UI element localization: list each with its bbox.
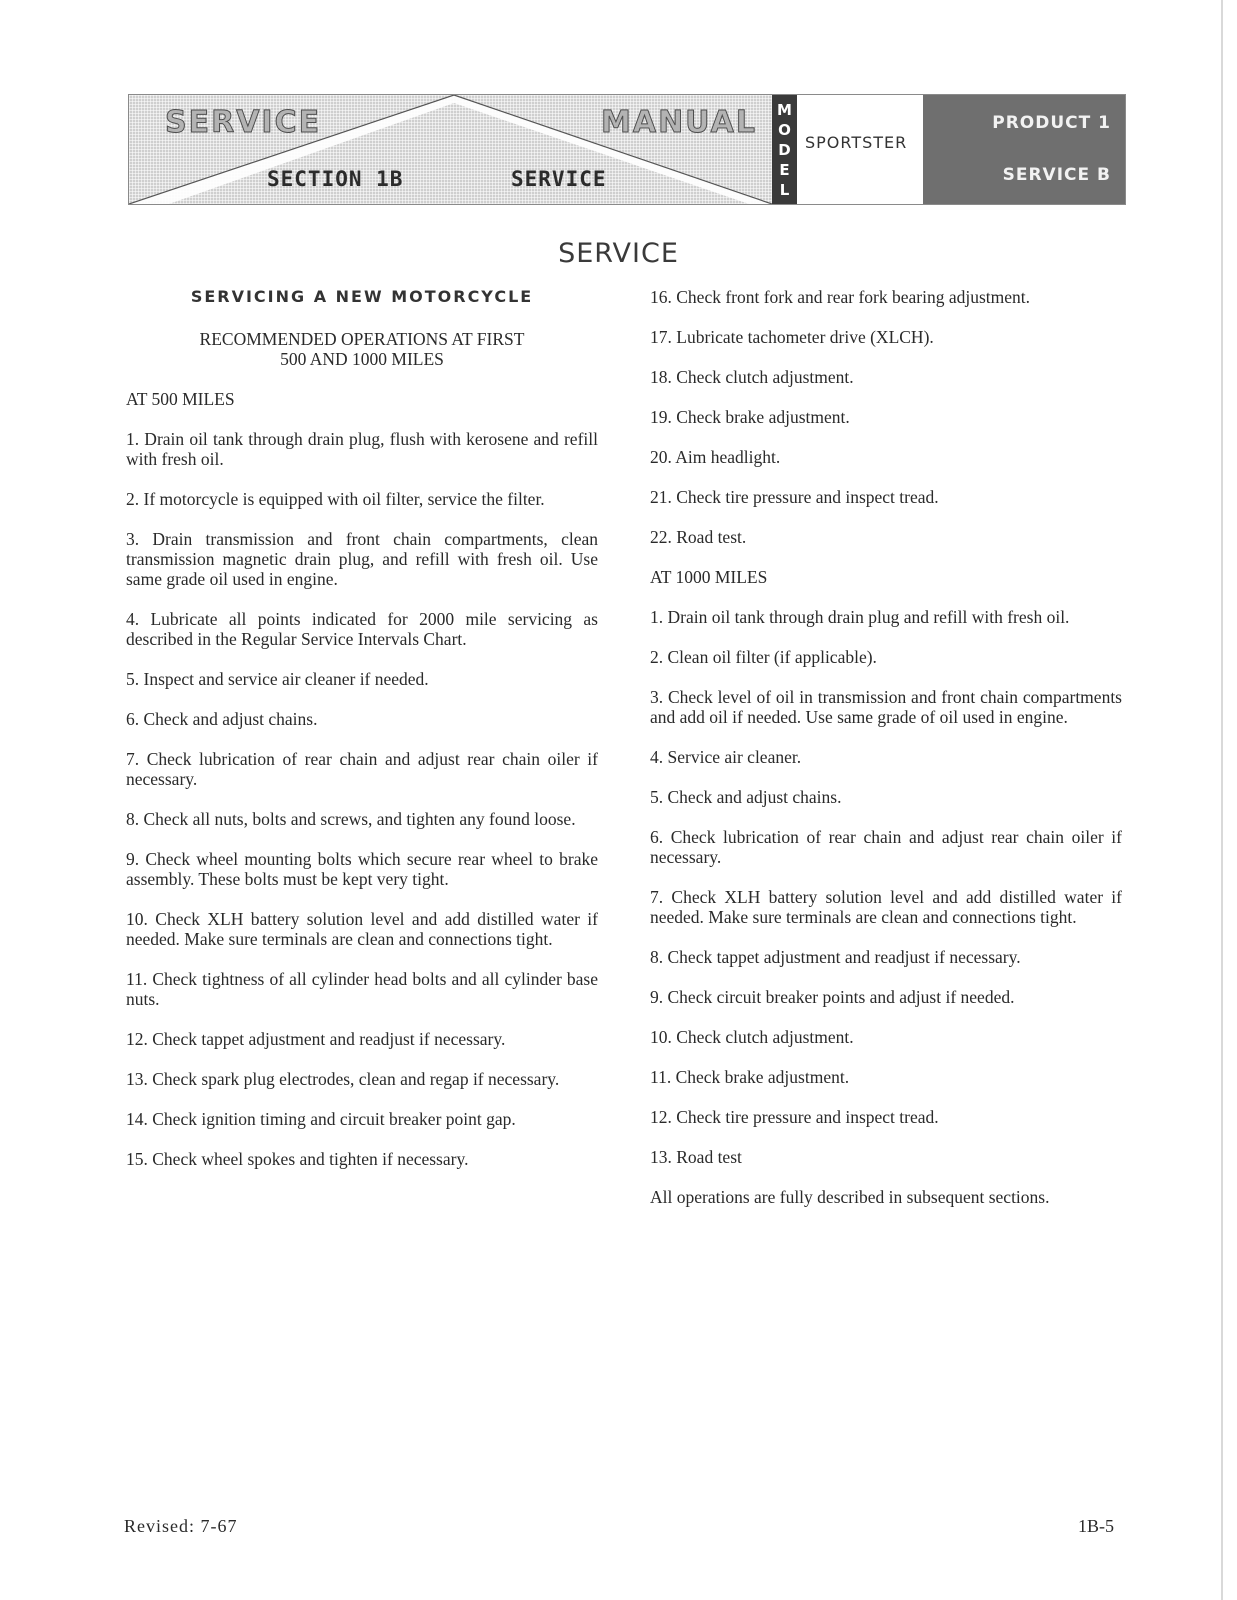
list-item: 4. Lubricate all points indicated for 2000 mile servicing as described in the Regular Service Intervals Chart. bbox=[126, 609, 598, 649]
list-item: 6. Check and adjust chains. bbox=[126, 709, 318, 729]
list-item: 15. Check wheel spokes and tighten if necessary. bbox=[126, 1149, 469, 1169]
at-1000-miles-label: AT 1000 MILES bbox=[650, 567, 768, 587]
model-letter: M bbox=[777, 100, 792, 119]
list-item: 22. Road test. bbox=[650, 527, 747, 547]
list-item: 2. If motorcycle is equipped with oil filter, service the filter. bbox=[126, 489, 545, 509]
model-letter: O bbox=[778, 120, 791, 139]
page-number: 1B-5 bbox=[1078, 1516, 1114, 1536]
list-item: 19. Check brake adjustment. bbox=[650, 407, 850, 427]
list-item: 1. Drain oil tank through drain plug, flush with kerosene and refill with fresh oil. bbox=[126, 429, 598, 469]
list-item: 16. Check front fork and rear fork bearing adjustment. bbox=[650, 287, 1031, 307]
closing-note: All operations are fully described in subsequent sections. bbox=[650, 1187, 1050, 1207]
page-title: SERVICE bbox=[558, 238, 679, 269]
list-item: 6. Check lubrication of rear chain and adjust rear chain oiler if necessary. bbox=[650, 827, 1122, 867]
model-letter: D bbox=[778, 140, 791, 159]
section-name: SERVICE bbox=[511, 167, 607, 191]
list-item: 7. Check XLH battery solution level and add distilled water if needed. Make sure terminals are clean and connections tight. bbox=[650, 887, 1122, 927]
service-label: SERVICE B bbox=[1002, 165, 1111, 185]
recommended-operations-heading: RECOMMENDED OPERATIONS AT FIRST 500 AND 1000 MILES bbox=[199, 329, 525, 369]
product-panel bbox=[923, 95, 1125, 204]
list-item: 14. Check ignition timing and circuit breaker point gap. bbox=[126, 1109, 516, 1129]
left-column bbox=[126, 287, 598, 1189]
right-column bbox=[650, 287, 1122, 1227]
list-item: 20. Aim headlight. bbox=[650, 447, 781, 467]
list-item: 21. Check tire pressure and inspect tread. bbox=[650, 487, 939, 507]
list-item: 18. Check clutch adjustment. bbox=[650, 367, 854, 387]
model-vertical-label bbox=[772, 95, 797, 204]
model-letter: E bbox=[779, 160, 790, 179]
list-item: 4. Service air cleaner. bbox=[650, 747, 802, 767]
list-item: 9. Check circuit breaker points and adjust if needed. bbox=[650, 987, 1015, 1007]
banner-word-service: SERVICE bbox=[165, 105, 322, 140]
list-item: 10. Check clutch adjustment. bbox=[650, 1027, 854, 1047]
operations-list-500-continued bbox=[650, 287, 1122, 547]
at-500-miles-label: AT 500 MILES bbox=[126, 389, 235, 409]
model-letter: L bbox=[779, 180, 790, 199]
list-item: 9. Check wheel mounting bolts which secure rear wheel to brake assembly. These bolts must be kept very tight. bbox=[126, 849, 598, 889]
list-item: 3. Drain transmission and front chain compartments, clean transmission magnetic drain plug, and refill with fresh oil. Use same grade oil used in engine. bbox=[126, 529, 598, 589]
list-item: 7. Check lubrication of rear chain and adjust rear chain oiler if necessary. bbox=[126, 749, 598, 789]
list-item: 1. Drain oil tank through drain plug and refill with fresh oil. bbox=[650, 607, 1070, 627]
banner-word-manual: MANUAL bbox=[601, 105, 757, 140]
list-item: 5. Check and adjust chains. bbox=[650, 787, 842, 807]
list-item: 12. Check tire pressure and inspect tread. bbox=[650, 1107, 939, 1127]
banner-title-panel bbox=[129, 95, 772, 204]
model-name: SPORTSTER bbox=[805, 133, 908, 152]
header-banner bbox=[128, 94, 1126, 205]
list-item: 2. Clean oil filter (if applicable). bbox=[650, 647, 877, 667]
operations-list-500 bbox=[126, 429, 598, 1169]
list-item: 11. Check brake adjustment. bbox=[650, 1067, 850, 1087]
list-item: 5. Inspect and service air cleaner if needed. bbox=[126, 669, 429, 689]
list-item: 13. Check spark plug electrodes, clean and regap if necessary. bbox=[126, 1069, 560, 1089]
list-item: 17. Lubricate tachometer drive (XLCH). bbox=[650, 327, 934, 347]
list-item: 13. Road test bbox=[650, 1147, 742, 1167]
list-item: 10. Check XLH battery solution level and add distilled water if needed. Make sure terminals are clean and connections tight. bbox=[126, 909, 598, 949]
section-label: SECTION 1B bbox=[267, 167, 404, 191]
list-item: 11. Check tightness of all cylinder head bolts and all cylinder base nuts. bbox=[126, 969, 598, 1009]
product-label: PRODUCT 1 bbox=[992, 113, 1111, 133]
list-item: 12. Check tappet adjustment and readjust if necessary. bbox=[126, 1029, 506, 1049]
list-item: 8. Check all nuts, bolts and screws, and tighten any found loose. bbox=[126, 809, 576, 829]
revision-date: Revised: 7-67 bbox=[124, 1516, 238, 1536]
list-item: 8. Check tappet adjustment and readjust if necessary. bbox=[650, 947, 1021, 967]
operations-list-1000 bbox=[650, 607, 1122, 1167]
section-heading: SERVICING A NEW MOTORCYCLE bbox=[190, 287, 534, 306]
list-item: 3. Check level of oil in transmission and front chain compartments and add oil if needed. Use same grade of oil used in engine. bbox=[650, 687, 1122, 727]
